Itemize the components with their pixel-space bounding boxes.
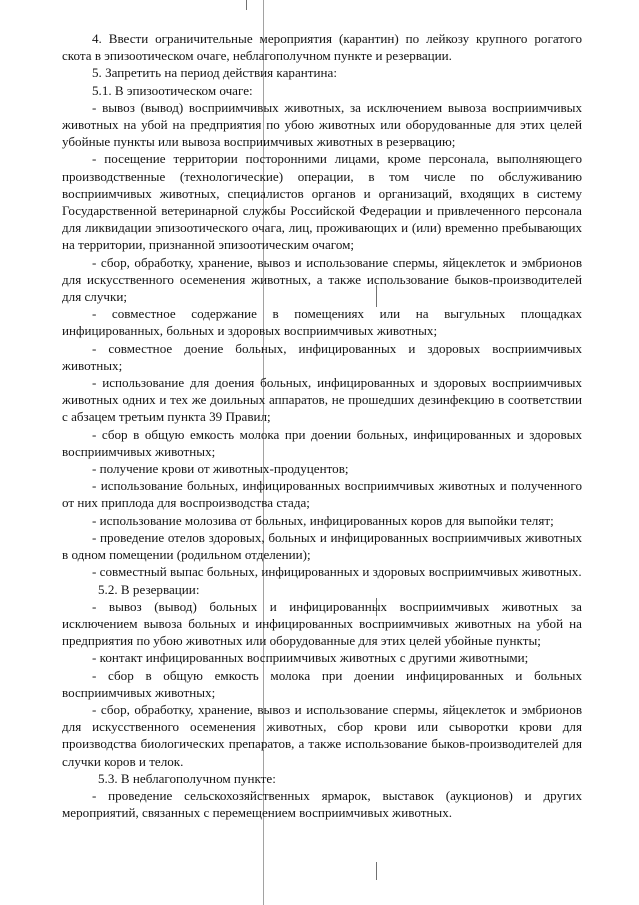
paragraph-p21: 5.3. В неблагополучном пункте: [98,770,276,786]
paragraph-p16: 5.2. В резервации: [98,581,200,597]
paragraph-p5: - посещение территории посторонними лицами, кроме персонала, выполняющего производственные (технологические) операции, в том числе по обслуживанию восприимчивых животных, специалистов органов и организаций, входящих в систему Государственной ветеринарной службы Российской Федерации и привлеченного персонала для ликвидации эпизоотического очага, лиц, проживающих и (или) временно пребывающих на территории, признанной эпизоотическим очагом; [62,151,582,253]
paragraph-p15: - совместный выпас больных, инфицированных и здоровых восприимчивых животных. [92,564,582,580]
paragraph-p11: - получение крови от животных-продуцентов; [92,461,349,477]
paragraph-p1: 4. Ввести ограничительные мероприятия (карантин) по лейкозу крупного рогатого скота в эпизоотическом очаге, неблагополучном пункте и резервации. [62,31,582,64]
paragraph-p22: - проведение сельскохозяйственных ярмарок, выставок (аукционов) и других мероприятий, связанных с перемещением восприимчивых животных. [62,787,582,821]
paragraph-p17: - вывоз (вывод) больных и инфицированных восприимчивых животных за исключением вывоза больных и инфицированных восприимчивых животных на убой на предприятия по убою животных или оборудованные для этих целей убойные пункты; [62,598,582,649]
paragraph-p12: - использование больных, инфицированных восприимчивых животных и полученного от них приплода для воспроизводства стада; [62,478,582,511]
paragraph-p7: - совместное содержание в помещениях или на выгульных площадках инфицированных, больных и здоровых восприимчивых животных; [62,306,582,339]
paragraph-p6: - сбор, обработку, хранение, вывоз и использование спермы, яйцеклеток и эмбрионов для искусственного осеменения животных, а также использование быков-производителей для случки; [62,254,582,305]
paragraph-p2: 5. Запретить на период действия карантина: [92,65,337,81]
paragraph-p4: - вывоз (вывод) восприимчивых животных, за исключением вывоза восприимчивых животных на убой на предприятия по убою животных или оборудованные для этих целей убойные пункты или вывоза восприимчивых животных в резервацию; [62,99,582,150]
paragraph-p9: - использование для доения больных, инфицированных и здоровых восприимчивых животных одних и тех же доильных аппаратов, не прошедших дезинфекцию в соответствии с абзацем третьим пункта 39 Правил; [62,375,582,425]
document-body [62,30,582,821]
paragraph-p8: - совместное доение больных, инфицированных и здоровых восприимчивых животных; [62,340,582,373]
scan-mark [246,0,247,10]
scan-mark [376,862,377,880]
paragraph-p3: 5.1. В эпизоотическом очаге: [92,82,253,98]
paragraph-p13: - использование молозива от больных, инфицированных коров для выпойки телят; [92,512,554,528]
paragraph-p14: - проведение отелов здоровых, больных и инфицированных восприимчивых животных в одном помещении (родильном отделении); [62,529,582,563]
paragraph-p19: - сбор в общую емкость молока при доении инфицированных и больных восприимчивых животных; [62,667,582,700]
paragraph-p18: - контакт инфицированных восприимчивых животных с другими животными; [92,650,529,666]
paragraph-p20: - сбор, обработку, хранение, вывоз и использование спермы, яйцеклеток и эмбрионов для искусственного осеменения животных, сбор крови или сыворотки крови для производства биологических препаратов, а также использование быков-производителей для случки коров и телок. [62,701,582,769]
paragraph-p10: - сбор в общую емкость молока при доении больных, инфицированных и здоровых восприимчивых животных; [62,426,582,459]
